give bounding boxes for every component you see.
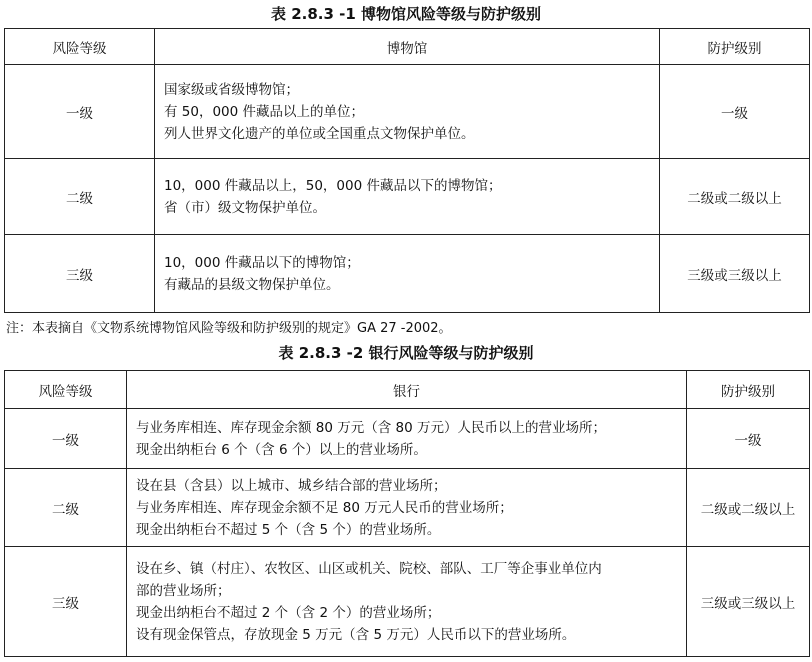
description-line: 与业务库相连、库存现金余额 80 万元（含 80 万元）人民币以上的营业场所； bbox=[136, 419, 607, 436]
museum-risk-table bbox=[4, 28, 810, 313]
risk-level-cell: 一级 bbox=[5, 65, 155, 159]
description-line: 有 50，000 件藏品以上的单位； bbox=[164, 103, 365, 120]
description-line: 部的营业场所； bbox=[136, 582, 231, 599]
table1-source-note: 注：本表摘自《文物系统博物馆风险等级和防护级别的规定》GA 27 -2002。 bbox=[6, 321, 452, 336]
description-line: 现金出纳柜台不超过 5 个（含 5 个）的营业场所。 bbox=[136, 521, 441, 538]
protection-level-cell: 一级 bbox=[687, 409, 810, 469]
header-risk-level: 风险等级 bbox=[5, 371, 127, 409]
protection-level-cell: 二级或二级以上 bbox=[687, 469, 810, 547]
table-header-row bbox=[5, 29, 810, 65]
bank-description-cell bbox=[127, 547, 687, 657]
header-museum: 博物馆 bbox=[155, 29, 660, 65]
description-line: 10，000 件藏品以上，50，000 件藏品以下的博物馆； bbox=[164, 177, 502, 194]
description-line: 省（市）级文物保护单位。 bbox=[164, 199, 326, 216]
table-row bbox=[5, 235, 810, 313]
header-risk-level: 风险等级 bbox=[5, 29, 155, 65]
risk-level-cell: 一级 bbox=[5, 409, 127, 469]
description-line: 10，000 件藏品以下的博物馆； bbox=[164, 254, 360, 271]
museum-description-cell bbox=[155, 235, 660, 313]
protection-level-cell: 三级或三级以上 bbox=[660, 235, 810, 313]
museum-description-cell bbox=[155, 65, 660, 159]
description-line: 有藏品的县级文物保护单位。 bbox=[164, 276, 340, 293]
bank-description-cell bbox=[127, 469, 687, 547]
description-line: 设在县（含县）以上城市、城乡结合部的营业场所； bbox=[136, 477, 447, 494]
table1-caption: 表 2.8.3 -1 博物馆风险等级与防护级别 bbox=[270, 5, 542, 23]
header-protection-level: 防护级别 bbox=[660, 29, 810, 65]
description-line: 设在乡、镇（村庄）、农牧区、山区或机关、院校、部队、工厂等企事业单位内 bbox=[136, 560, 602, 577]
risk-level-cell: 三级 bbox=[5, 547, 127, 657]
header-bank: 银行 bbox=[127, 371, 687, 409]
description-line: 与业务库相连、库存现金余额不足 80 万元人民币的营业场所； bbox=[136, 499, 513, 516]
risk-level-cell: 二级 bbox=[5, 469, 127, 547]
description-line: 设有现金保管点，存放现金 5 万元（含 5 万元）人民币以下的营业场所。 bbox=[136, 626, 576, 643]
bank-risk-table bbox=[4, 370, 810, 657]
table-row bbox=[5, 469, 810, 547]
description-line: 现金出纳柜台 6 个（含 6 个）以上的营业场所。 bbox=[136, 441, 427, 458]
protection-level-cell: 一级 bbox=[660, 65, 810, 159]
museum-description-cell bbox=[155, 159, 660, 235]
table-row bbox=[5, 65, 810, 159]
bank-description-cell bbox=[127, 409, 687, 469]
header-protection-level: 防护级别 bbox=[687, 371, 810, 409]
table-row bbox=[5, 409, 810, 469]
risk-level-cell: 二级 bbox=[5, 159, 155, 235]
risk-level-cell: 三级 bbox=[5, 235, 155, 313]
description-line: 国家级或省级博物馆； bbox=[164, 81, 299, 98]
protection-level-cell: 二级或二级以上 bbox=[660, 159, 810, 235]
description-line: 列人世界文化遗产的单位或全国重点文物保护单位。 bbox=[164, 125, 475, 142]
table-header-row bbox=[5, 371, 810, 409]
table2-caption: 表 2.8.3 -2 银行风险等级与防护级别 bbox=[278, 344, 534, 362]
description-line: 现金出纳柜台不超过 2 个（含 2 个）的营业场所； bbox=[136, 604, 441, 621]
table-row bbox=[5, 547, 810, 657]
protection-level-cell: 三级或三级以上 bbox=[687, 547, 810, 657]
table-row bbox=[5, 159, 810, 235]
